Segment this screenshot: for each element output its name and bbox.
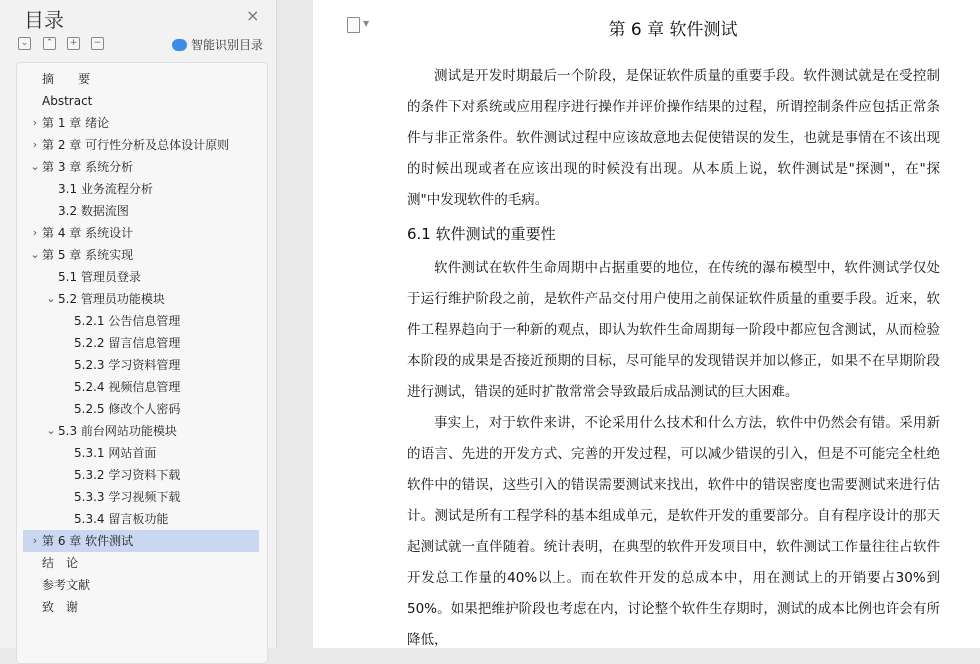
toc-item-label: 5.2.5 修改个人密码: [74, 402, 181, 416]
toc-item[interactable]: [23, 486, 259, 508]
chapter-title: 第 6 章 软件测试: [608, 20, 738, 40]
toc-item[interactable]: [23, 244, 259, 266]
smart-toc-button[interactable]: [172, 36, 263, 53]
toc-item-label: 第 5 章 系统实现: [42, 248, 134, 262]
expand-up-icon[interactable]: ⌃: [43, 37, 56, 50]
toc-item[interactable]: [23, 68, 259, 90]
body-paragraph: 测试是开发时期最后一个阶段，是保证软件质量的重要手段。软件测试就是在受控制的条件下对系统或应用程序进行操作并评价操作结果的过程，所谓控制条件应包括正常条件与非正常条件。软件测试过程中应该故意地去促使错误的发生，也就是事情在不该出现的时候出现或者在应该出现的时候没有出现。从本质上说，软件测试是"探测"，在"探测"中发现软件的毛病。: [407, 68, 940, 208]
collapse-all-icon[interactable]: ⌄: [18, 37, 31, 50]
toc-item-label: 结 论: [42, 556, 79, 570]
body-paragraph: 软件测试在软件生命周期中占据重要的地位，在传统的瀑布模型中，软件测试学仅处于运行维护阶段之前，是软件产品交付用户使用之前保证软件质量的重要手段。近来，软件工程界趋向于一种新的观点，即认为软件生命周期每一阶段中都应包含测试，从而检验本阶段的成果是否接近预期的目标，尽可能早的发现错误并加以修正，如果不在早期阶段进行测试，错误的延时扩散常常会导致最后成品测试的巨大困难。: [407, 260, 940, 400]
toc-item-label: 5.3.4 留言板功能: [74, 512, 169, 526]
toc-list: [16, 62, 268, 664]
remove-icon[interactable]: −: [91, 37, 104, 50]
section-heading: 6.1 软件测试的重要性: [407, 225, 556, 243]
toc-item-label: 5.3.3 学习视频下载: [74, 490, 181, 504]
toc-item[interactable]: [23, 200, 259, 222]
toc-item[interactable]: [23, 156, 259, 178]
toc-item[interactable]: [23, 310, 259, 332]
toc-item-label: 致 谢: [42, 600, 79, 614]
toc-item-label: 第 4 章 系统设计: [42, 226, 134, 240]
toc-item[interactable]: [23, 90, 259, 112]
toc-sidebar: [0, 0, 276, 648]
sidebar-divider: [276, 0, 314, 648]
toc-item[interactable]: [23, 596, 259, 618]
chevron-down-icon[interactable]: ▼: [363, 19, 370, 28]
ai-cloud-icon: [172, 39, 187, 51]
toc-item[interactable]: [23, 376, 259, 398]
toc-item[interactable]: [23, 222, 259, 244]
toc-item[interactable]: [23, 178, 259, 200]
toc-item-label: 第 2 章 可行性分析及总体设计原则: [42, 138, 230, 152]
toc-item[interactable]: [23, 134, 259, 156]
document-body: [407, 61, 940, 648]
toc-item[interactable]: [23, 398, 259, 420]
toc-item[interactable]: [23, 266, 259, 288]
toc-item-label: 第 6 章 软件测试: [42, 534, 134, 548]
toc-item[interactable]: [23, 354, 259, 376]
toc-item[interactable]: [23, 442, 259, 464]
toc-item-label: 5.2.3 学习资料管理: [74, 358, 181, 372]
add-icon[interactable]: +: [67, 37, 80, 50]
chevron-right-icon[interactable]: ›: [32, 226, 38, 239]
toc-item-label: 第 3 章 系统分析: [42, 160, 134, 174]
toc-item[interactable]: [23, 332, 259, 354]
toc-item[interactable]: [23, 464, 259, 486]
toc-item-label: 5.2 管理员功能模块: [58, 292, 165, 306]
toc-item-label: 5.3 前台网站功能模块: [58, 424, 177, 438]
body-paragraph: 事实上，对于软件来讲，不论采用什么技术和什么方法，软件中仍然会有错。采用新的语言、先进的开发方式、完善的开发过程，可以减少错误的引入，但是不可能完全杜绝软件中的错误，这些引入的错误需要测试来找出，软件中的错误密度也需要测试来进行估计。测试是所有工程学科的基本组成单元，是软件开发的重要部分。自有程序设计的那天起测试就一直伴随着。统计表明，在典型的软件开发项目中，软件测试工作量往往占软件开发总工作量的40%以上。而在软件开发的总成本中，用在测试上的开销要占30%到50%。如果把维护阶段也考虑在内，讨论整个软件生存期时，测试的成本比例也许会有所降低，: [407, 415, 940, 648]
toc-item-label: 5.3.1 网站首面: [74, 446, 157, 460]
smart-toc-label: 智能识别目录: [191, 38, 264, 52]
toc-item[interactable]: [23, 420, 259, 442]
toc-item-label: 5.3.2 学习资料下载: [74, 468, 181, 482]
toc-item-label: 3.2 数据流图: [58, 204, 129, 218]
toc-item[interactable]: [23, 530, 259, 552]
toc-item-label: 第 1 章 绪论: [42, 116, 110, 130]
toc-item[interactable]: [23, 574, 259, 596]
toc-item[interactable]: [23, 508, 259, 530]
toc-item-label: 摘 要: [42, 72, 91, 86]
document-page: [313, 0, 980, 648]
chevron-down-icon[interactable]: ⌄: [46, 292, 56, 305]
toc-item-label: 5.2.2 留言信息管理: [74, 336, 181, 350]
toc-item-label: 5.2.1 公告信息管理: [74, 314, 181, 328]
chevron-right-icon[interactable]: ›: [32, 534, 38, 547]
chevron-right-icon[interactable]: ›: [32, 116, 38, 129]
chevron-down-icon[interactable]: ⌄: [30, 248, 40, 261]
toc-title: 目录: [24, 8, 64, 32]
toc-item-label: 参考文献: [42, 578, 91, 592]
chevron-down-icon[interactable]: ⌄: [30, 160, 40, 173]
chevron-down-icon[interactable]: ⌄: [46, 424, 56, 437]
toc-item[interactable]: [23, 288, 259, 310]
toc-item-label: 3.1 业务流程分析: [58, 182, 153, 196]
toc-item-label: 5.2.4 视频信息管理: [74, 380, 181, 394]
toc-item-label: Abstract: [42, 94, 93, 108]
toc-item-label: 5.1 管理员登录: [58, 270, 141, 284]
toc-item[interactable]: [23, 552, 259, 574]
toc-item[interactable]: [23, 112, 259, 134]
close-icon[interactable]: ×: [246, 6, 260, 25]
chevron-right-icon[interactable]: ›: [32, 138, 38, 151]
